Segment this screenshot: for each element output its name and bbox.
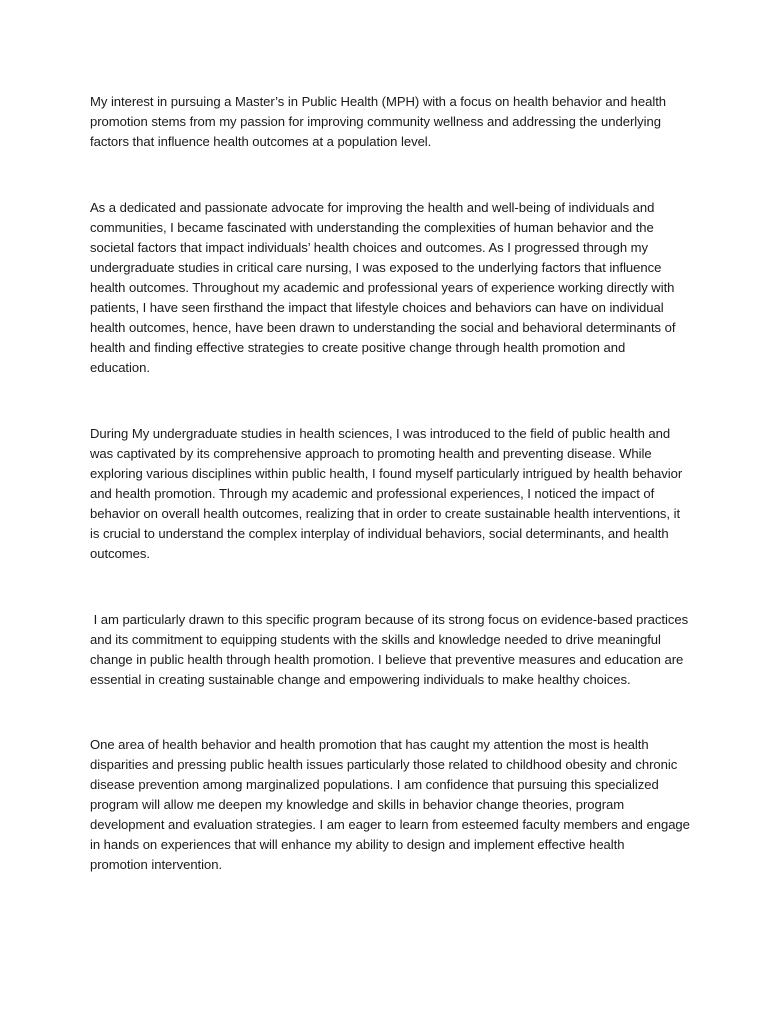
- text-line: One area of health behavior and health promotion that has caught my attention the most is health: [90, 737, 649, 752]
- text-line: essential in creating sustainable change and empowering individuals to make healthy choices.: [90, 672, 631, 687]
- text-line: As a dedicated and passionate advocate for improving the health and well-being of individuals and: [90, 200, 655, 215]
- text-line: undergraduate studies in critical care nursing, I was exposed to the underlying factors that influence: [90, 260, 662, 275]
- text-line: promotion stems from my passion for improving community wellness and addressing the underlying: [90, 114, 661, 129]
- text-line: program will allow me deepen my knowledge and skills in behavior change theories, program: [90, 797, 625, 812]
- paragraph-2: [90, 198, 682, 378]
- text-line: My interest in pursuing a Master’s in Public Health (MPH) with a focus on health behavior and health: [90, 94, 667, 109]
- text-line: communities, I became fascinated with understanding the complexities of human behavior and the: [90, 220, 654, 235]
- text-line: health outcomes. Throughout my academic and professional years of experience working directly with: [90, 280, 675, 295]
- text-line: disease prevention among marginalized populations. I am confidence that pursuing this specialized: [90, 777, 659, 792]
- text-line: promotion intervention.: [90, 857, 223, 872]
- text-line: and health promotion. Through my academic and professional experiences, I noticed the impact of: [90, 486, 655, 501]
- text-line: in hands on experiences that will enhance my ability to design and implement effective health: [90, 837, 625, 852]
- text-line: patients, I have seen firsthand the impact that lifestyle choices and behaviors can have on individual: [90, 300, 664, 315]
- text-line: health and finding effective strategies to create positive change through health promotion and: [90, 340, 626, 355]
- text-line: I am particularly drawn to this specific program because of its strong focus on evidence-based practices: [90, 612, 689, 627]
- paragraph-4: [90, 610, 689, 690]
- paragraph-1: [90, 92, 682, 152]
- text-line: change in public health through health promotion. I believe that preventive measures and education are: [90, 652, 684, 667]
- paragraph-3: [90, 424, 682, 564]
- paragraph-5: [90, 735, 690, 875]
- text-line: exploring various disciplines within public health, I found myself particularly intrigued by health behavior: [90, 466, 683, 481]
- text-line: education.: [90, 360, 150, 375]
- text-line: and its commitment to equipping students with the skills and knowledge needed to drive meaningful: [90, 632, 661, 647]
- text-line: was captivated by its comprehensive approach to promoting health and preventing disease. While: [90, 446, 652, 461]
- text-line: outcomes.: [90, 546, 150, 561]
- text-line: During My undergraduate studies in health sciences, I was introduced to the field of public health and: [90, 426, 671, 441]
- text-line: disparities and pressing public health issues particularly those related to childhood obesity and chronic: [90, 757, 678, 772]
- text-line: societal factors that impact individuals’ health choices and outcomes. As I progressed through my: [90, 240, 648, 255]
- text-line: factors that influence health outcomes at a population level.: [90, 134, 432, 149]
- text-line: development and evaluation strategies. I am eager to learn from esteemed faculty members and engage: [90, 817, 690, 832]
- text-line: behavior on overall health outcomes, realizing that in order to create sustainable health interventions, it: [90, 506, 681, 521]
- text-line: health outcomes, hence, have been drawn to understanding the social and behavioral determinants of: [90, 320, 676, 335]
- text-line: is crucial to understand the complex interplay of individual behaviors, social determinants, and health: [90, 526, 669, 541]
